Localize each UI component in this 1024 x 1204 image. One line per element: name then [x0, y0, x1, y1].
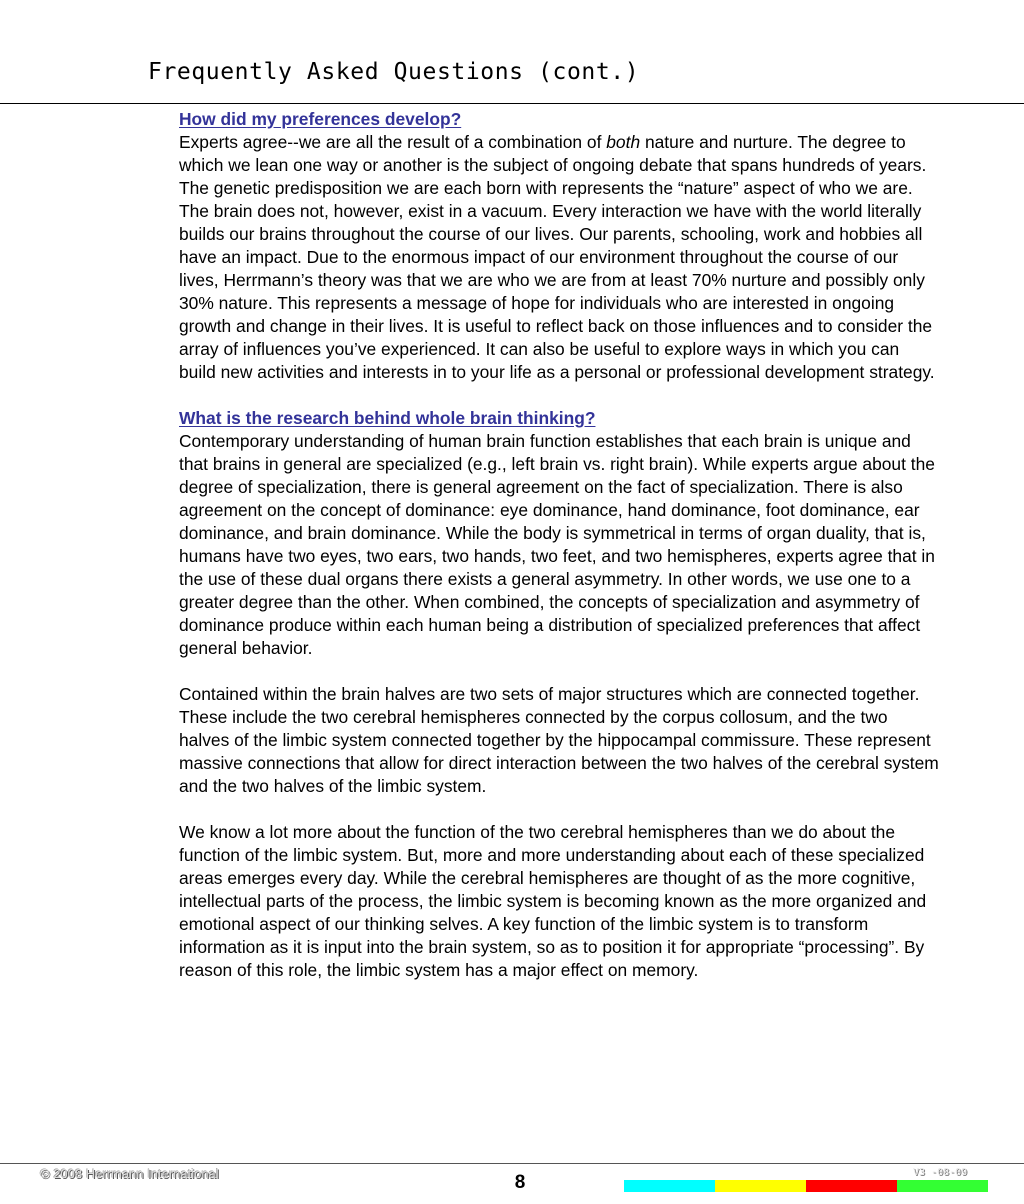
answer-text-end: nature and nurture. The degree to which we lean one way or another is the subject of ongoing debate that spans hundreds of years. The genetic predisposition we are each born with represents the “nature” aspect of who we are. The brain does not, however, exist in a vacuum. Every interaction we have with the world literally builds our brains throughout the course of our lives. Our parents, schooling, work and hobbies all have an impact. Due to the enormous impact of our environment throughout the course of our lives, Herrmann’s theory was that we are who we are from at least 70% nurture and possibly only 30% nature. This represents a message of hope for individuals who are interested in ongoing growth and change in their lives. It is useful to reflect back on those influences and to consider the array of influences you’ve experienced. It can also be useful to explore ways in which you can build new activities and interests in to your life as a personal or professional development strategy. [179, 132, 935, 382]
version-label: V3 -08-09 [913, 1167, 968, 1178]
faq-answer-research-paragraph-1: Contemporary understanding of human brain function establishes that each brain is unique and that brains in general are specialized (e.g., left brain vs. right brain). While experts argue about the degree of specialization, there is general agreement on the fact of specialization. There is also agreement on the concept of dominance: eye dominance, hand dominance, foot dominance, ear dominance, and brain dominance. While the body is symmetrical in terms of organ duality, that is, humans have two eyes, two ears, two hands, two feet, and two hemispheres, experts agree that in the use of these dual organs there exists a general asymmetry. In other words, we use one to a greater degree than the other. When combined, the concepts of specialization and asymmetry of dominance produce within each human being a distribution of specialized preferences that affect general behavior. [179, 431, 935, 658]
color-bar-segment-4 [897, 1180, 988, 1192]
faq-answer-preferences [179, 131, 939, 384]
color-bar-segment-2 [715, 1180, 806, 1192]
page-number: 8 [514, 1172, 526, 1193]
faq-content [179, 108, 939, 982]
answer-text-start: Experts agree--we are all the result of a combination of [179, 132, 607, 152]
color-bar-segment-1 [624, 1180, 715, 1192]
color-bar-segment-3 [806, 1180, 897, 1192]
footer-divider [0, 1163, 1024, 1164]
color-bar [624, 1180, 988, 1192]
page-title: Frequently Asked Questions (cont.) [148, 59, 640, 85]
faq-answer-research-paragraph-2: Contained within the brain halves are two sets of major structures which are connected together. These include the two cerebral hemispheres connected by the corpus collosum, and the two halves of the limbic system connected together by the hippocampal commissure. These represent massive connections that allow for direct interaction between the two halves of the cerebral system and the two halves of the limbic system. [179, 684, 939, 796]
copyright-notice: © 2008 Herrmann International [40, 1166, 219, 1181]
faq-answer-research-paragraph-3: We know a lot more about the function of the two cerebral hemispheres than we do about the function of the limbic system. But, more and more understanding about each of these specialized areas emerges every day. While the cerebral hemispheres are thought of as the more cognitive, intellectual parts of the process, the limbic system is becoming known as the more organized and emotional aspect of our thinking selves. A key function of the limbic system is to transform information as it is input into the brain system, so as to position it for appropriate “processing”. By reason of this role, the limbic system has a major effect on memory. [179, 822, 927, 980]
faq-question-preferences: How did my preferences develop? [179, 109, 462, 129]
faq-question-research: What is the research behind whole brain thinking? [179, 408, 596, 428]
header-divider [0, 103, 1024, 104]
answer-emphasis: both [606, 132, 641, 152]
